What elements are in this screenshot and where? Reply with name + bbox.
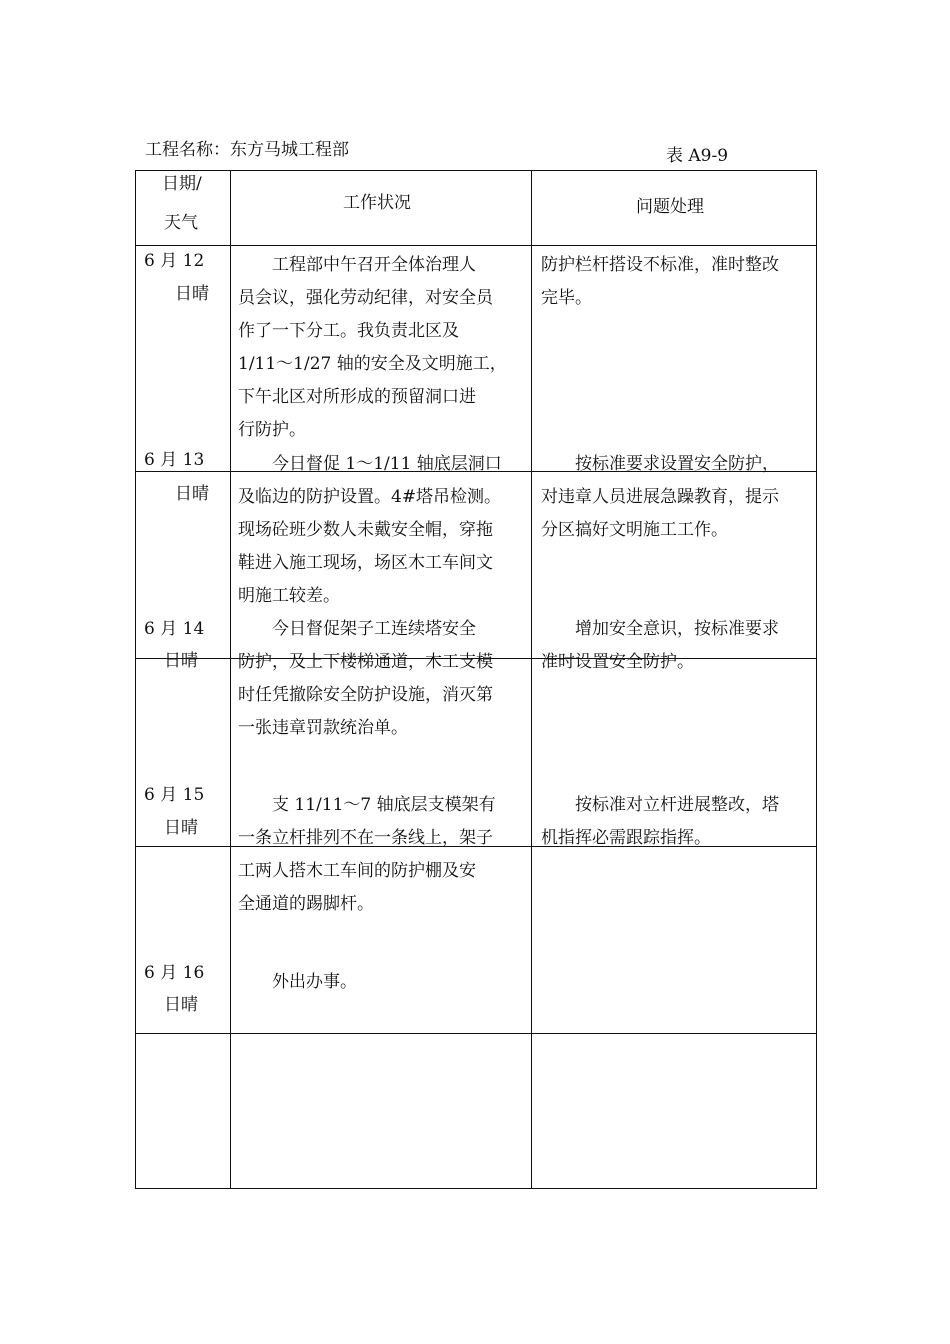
table-divider	[135, 245, 817, 246]
entry-work: 今日督促 1～1/11 轴底层洞口 及临边的防护设置。4#塔吊检测。 现场砼班少数人未戴安全帽，穿拖 鞋进入施工现场，场区木工车间文 明施工较差。	[238, 454, 502, 606]
entry-work: 支 11/11～7 轴底层支模架有 一条立杆排列不在一条线上，架子 工两人搭木工车间的防护棚及安 全通道的踢脚杆。	[238, 795, 496, 914]
entry-problem: 增加安全意识，按标准要求 准时设置安全防护。	[541, 619, 779, 672]
header-date-weather-line1: 日期/	[162, 174, 202, 194]
entry-problem: 防护栏杆搭设不标准，准时整改 完毕。	[541, 255, 779, 308]
table-border-top	[135, 170, 817, 171]
entry-work: 外出办事。	[238, 972, 357, 992]
table-border-right	[816, 170, 817, 1189]
entry-problem: 按标准要求设置安全防护， 对违章人员进展急躁教育，提示 分区搞好文明施工工作。	[541, 454, 779, 540]
form-number: 表 A9-9	[666, 146, 729, 166]
entry-weather: 日晴	[164, 651, 198, 671]
entry-weather: 日晴	[175, 284, 209, 304]
entry-date: 6 月 14	[144, 619, 205, 639]
entry-work: 工程部中午召开全体治理人 员会议，强化劳动纪律，对安全员 作了一下分工。我负责北区及 1/11～1/27 轴的安全及文明施工， 下午北区对所形成的预留洞口进 行防护。	[238, 255, 507, 440]
entry-date: 6 月 15	[144, 785, 205, 805]
entry-weather: 日晴	[175, 484, 209, 504]
entry-weather: 日晴	[164, 995, 198, 1015]
column-divider	[531, 170, 532, 1189]
entry-date: 6 月 13	[144, 450, 205, 470]
header-problem-handling: 问题处理	[636, 197, 704, 217]
header-work-status: 工作状况	[343, 193, 411, 213]
table-border-left	[135, 170, 136, 1189]
entry-work: 今日督促架子工连续塔安全 防护，及上下楼梯通道，木工支模 时任凭撤除安全防护设施，消灭第 一张违章罚款统治单。	[238, 619, 493, 738]
entry-date: 6 月 12	[144, 251, 205, 271]
entry-problem: 按标准对立杆进展整改，塔 机指挥必需跟踪指挥。	[541, 795, 779, 848]
table-border-bottom	[135, 1188, 817, 1189]
header-date-weather-line2: 天气	[164, 213, 198, 233]
entry-date: 6 月 16	[144, 963, 205, 983]
project-name: 工程名称：东方马城工程部	[145, 140, 349, 160]
column-divider	[230, 170, 231, 1189]
entry-weather: 日晴	[164, 818, 198, 838]
table-divider	[135, 1033, 817, 1034]
